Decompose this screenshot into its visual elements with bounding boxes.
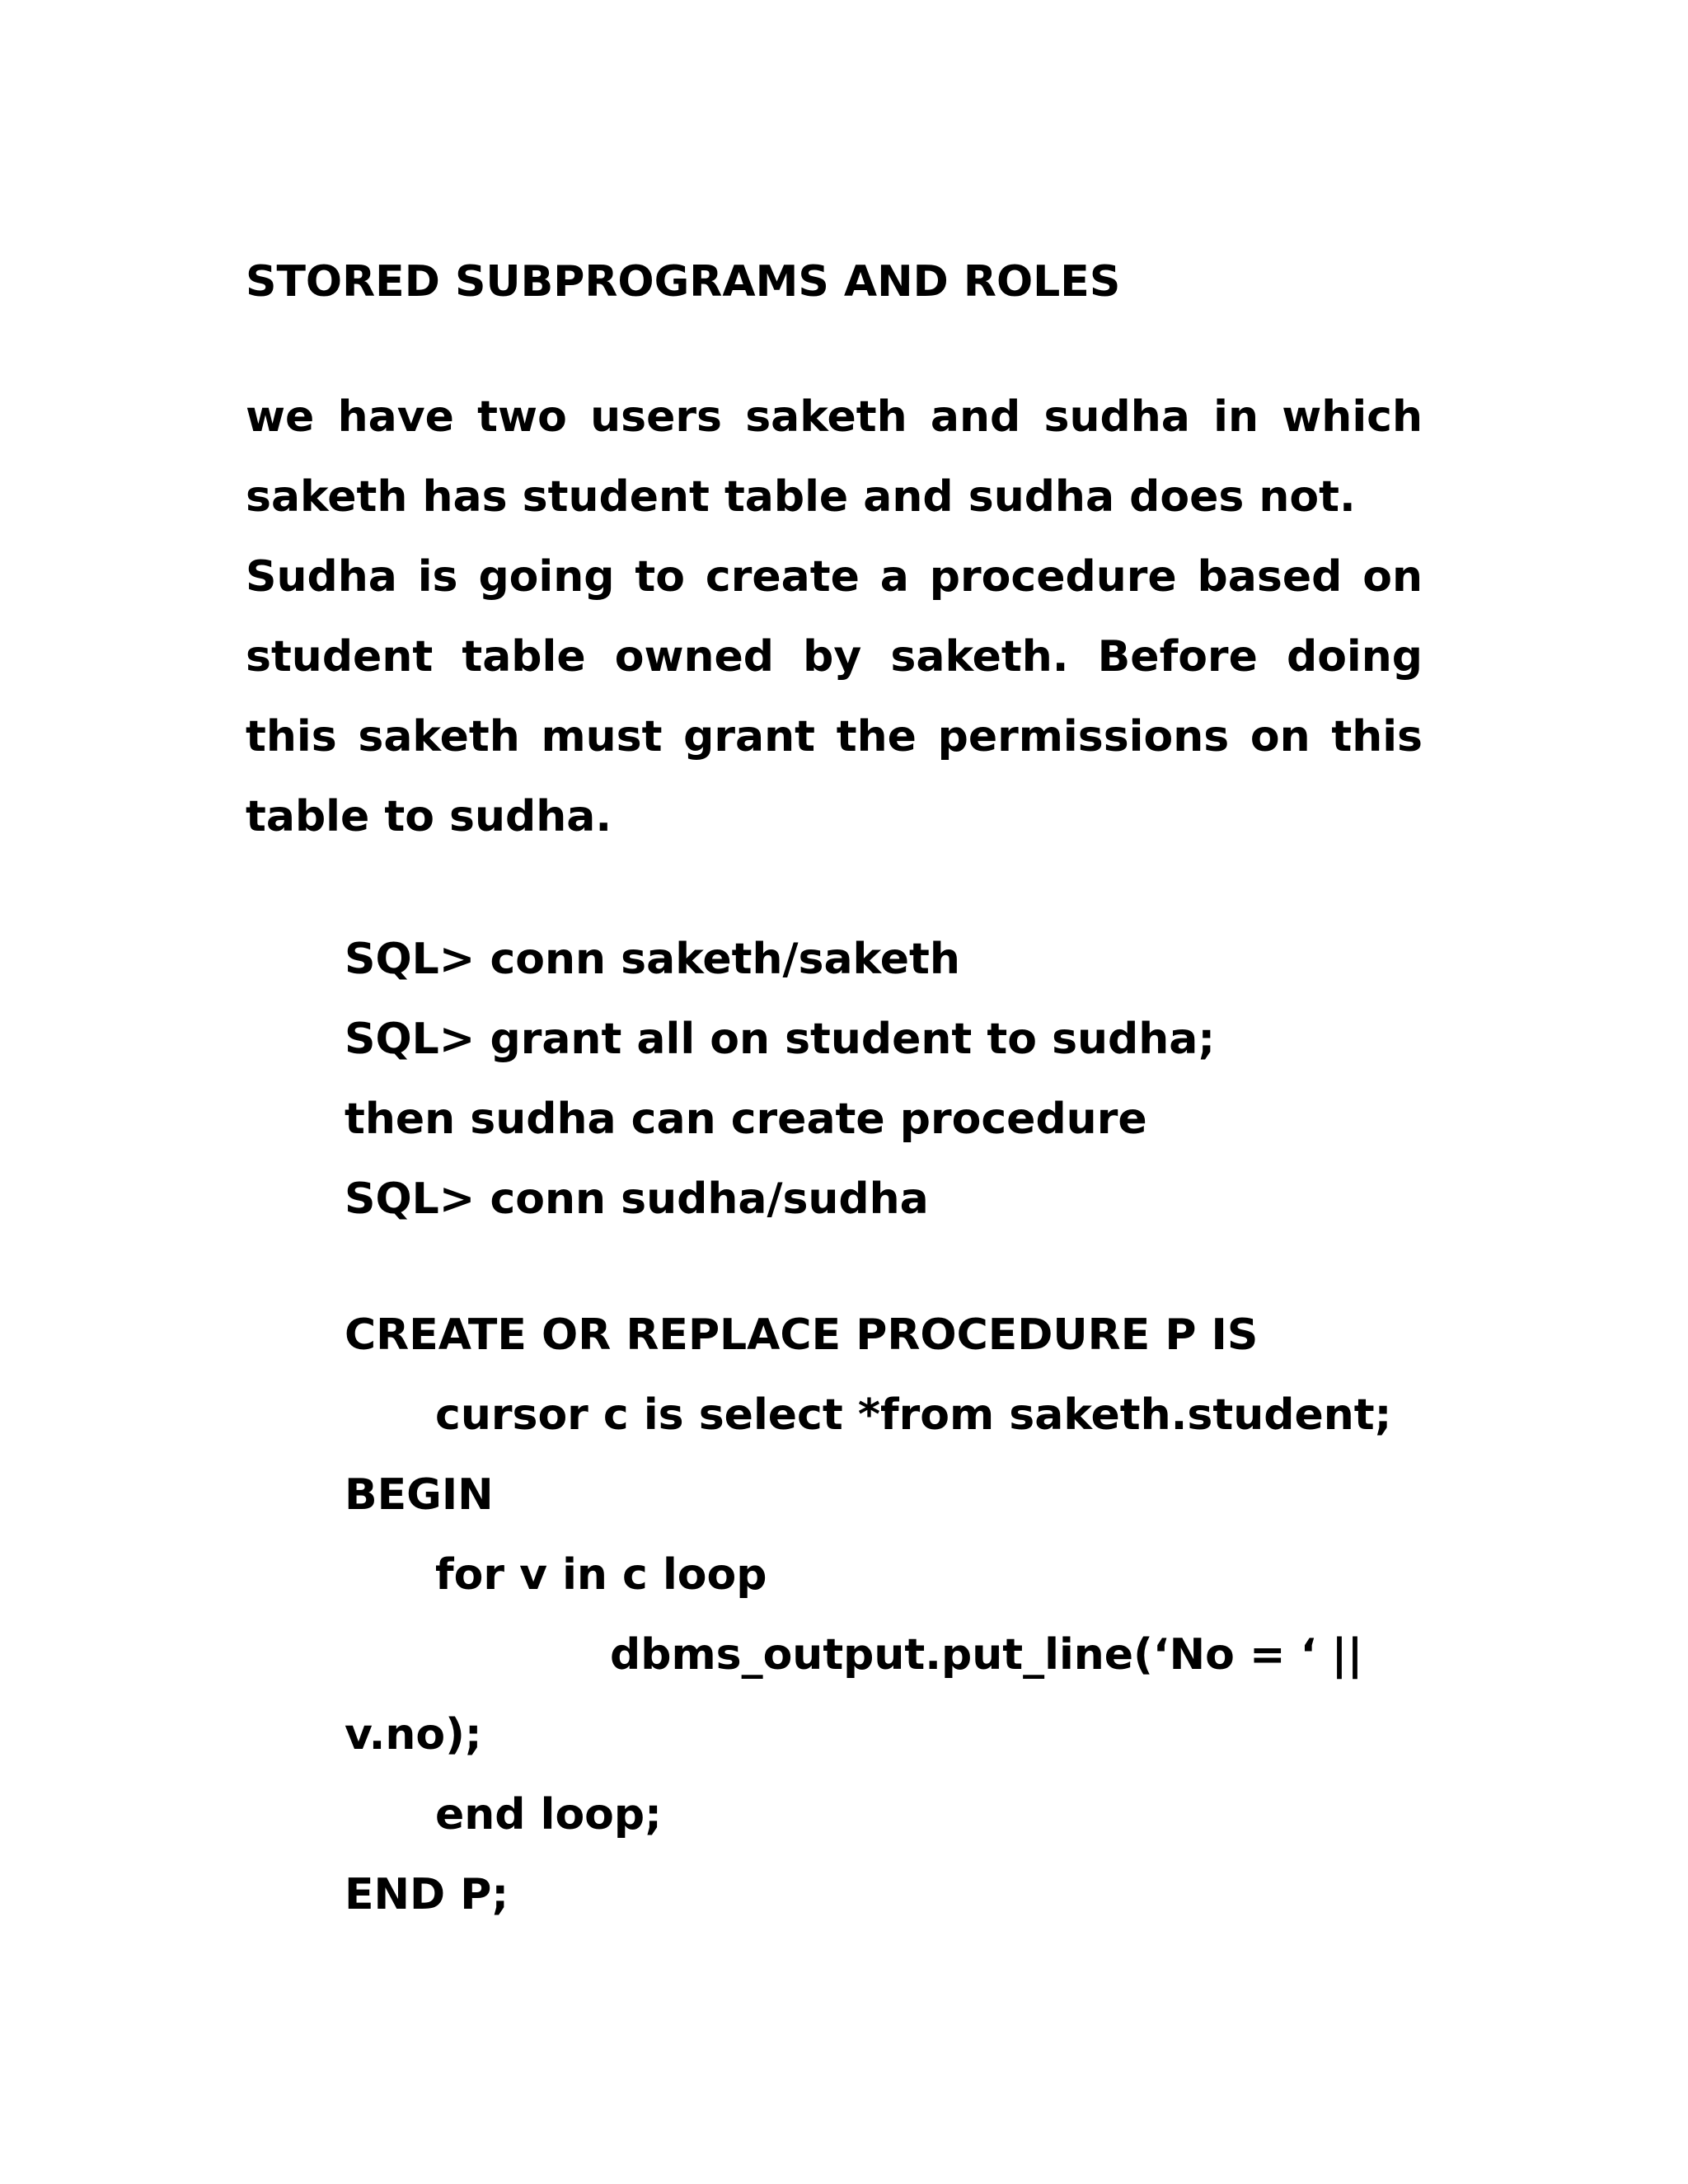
code-line: for v in c loop (435, 1550, 767, 1600)
code-line: BEGIN (345, 1470, 494, 1520)
code-line: v.no); (345, 1710, 482, 1760)
code-line: dbms_output.put_line(‘No = ‘ || (610, 1630, 1363, 1680)
paragraph-line: Sudha is going to create a procedure based on (246, 552, 1423, 602)
command-line: SQL> conn saketh/saketh (345, 935, 960, 984)
paragraph-line: student table owned by saketh. Before doing (246, 632, 1423, 682)
command-line: then sudha can create procedure (345, 1094, 1147, 1144)
command-line: SQL> conn sudha/sudha (345, 1174, 929, 1224)
intro-paragraph (246, 387, 1423, 867)
page-title: STORED SUBPROGRAMS AND ROLES (246, 257, 1121, 307)
command-line: SQL> grant all on student to sudha; (345, 1015, 1216, 1064)
paragraph-line: table to sudha. (246, 792, 612, 841)
code-line: CREATE OR REPLACE PROCEDURE P IS (345, 1310, 1259, 1360)
paragraph-line: this saketh must grant the permissions on this (246, 712, 1423, 762)
sql-commands (345, 930, 1424, 1249)
code-line: END P; (345, 1870, 509, 1919)
procedure-code (345, 1305, 1424, 1945)
code-line: end loop; (435, 1790, 662, 1840)
paragraph-line: saketh has student table and sudha does not. (246, 472, 1356, 522)
code-line: cursor c is select *from saketh.student; (435, 1390, 1392, 1440)
paragraph-line: we have two users saketh and sudha in which (246, 392, 1423, 442)
